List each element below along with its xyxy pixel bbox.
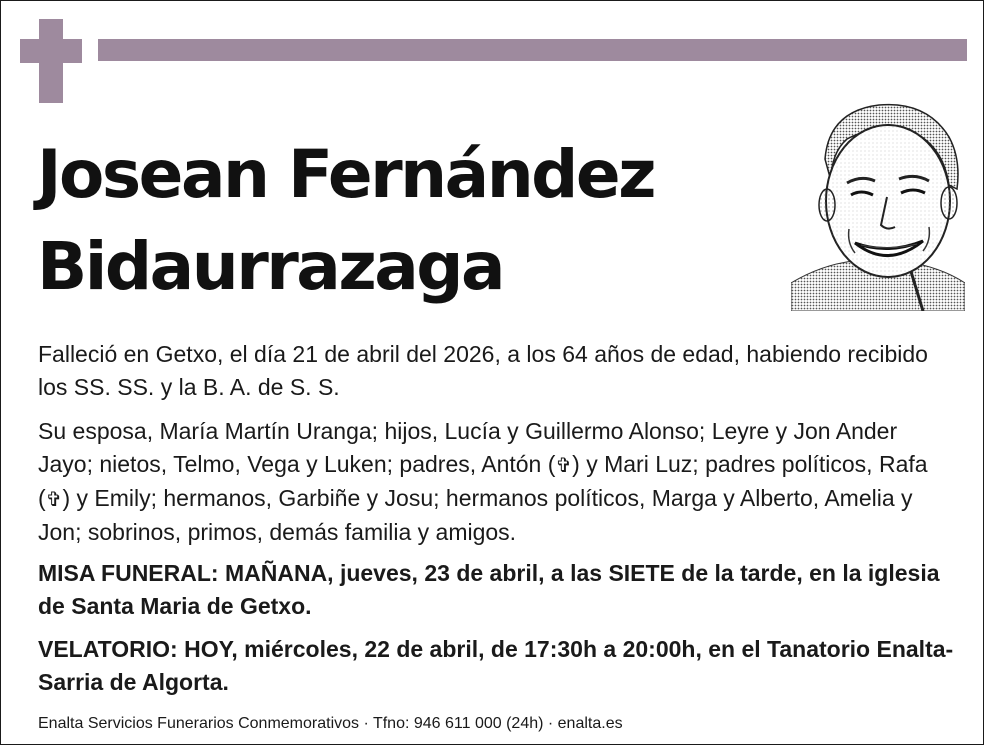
header-rule (98, 39, 967, 61)
family-list-part1: Su esposa, María Martín Uranga; hijos, Lucía y Guillermo Alonso; Leyre y Jon Ander Jayo; nietos, Telmo, Vega y Luken; padres, Antón ( (38, 418, 898, 477)
death-statement: Falleció en Getxo, el día 21 de abril del 2026, a los 64 años de edad, habiendo recibido los SS. SS. y la B. A. de S. S. (38, 341, 928, 400)
deceased-cross-icon: ✞ (555, 453, 573, 477)
funeral-home-footer: Enalta Servicios Funerarios Conmemorativos · Tfno: 946 611 000 (24h) · enalta.es (38, 715, 623, 732)
cross-icon-bar (20, 39, 82, 63)
family-list-part2: ) y Mari Luz; padres políticos, Rafa ( (38, 451, 928, 511)
deceased-name (37, 129, 757, 313)
family-list (38, 415, 958, 549)
deceased-name-line1: Josean Fernández (37, 136, 655, 213)
funeral-mass-info: MISA FUNERAL: MAÑANA, jueves, 23 de abril, a las SIETE de la tarde, en la iglesia de Santa Maria de Getxo. (38, 560, 940, 619)
deceased-cross-icon: ✞ (45, 487, 63, 511)
family-list-part3: ) y Emily; hermanos, Garbiñe y Josu; hermanos políticos, Marga y Alberto, Amelia y Jon; sobrinos, primos, demás familia y amigos. (38, 485, 913, 545)
deceased-name-line2: Bidaurrazaga (37, 228, 504, 305)
wake-info: VELATORIO: HOY, miércoles, 22 de abril, de 17:30h a 20:00h, en el Tanatorio Enalta-Sarria de Algorta. (38, 636, 954, 695)
portrait-photo (791, 97, 965, 311)
